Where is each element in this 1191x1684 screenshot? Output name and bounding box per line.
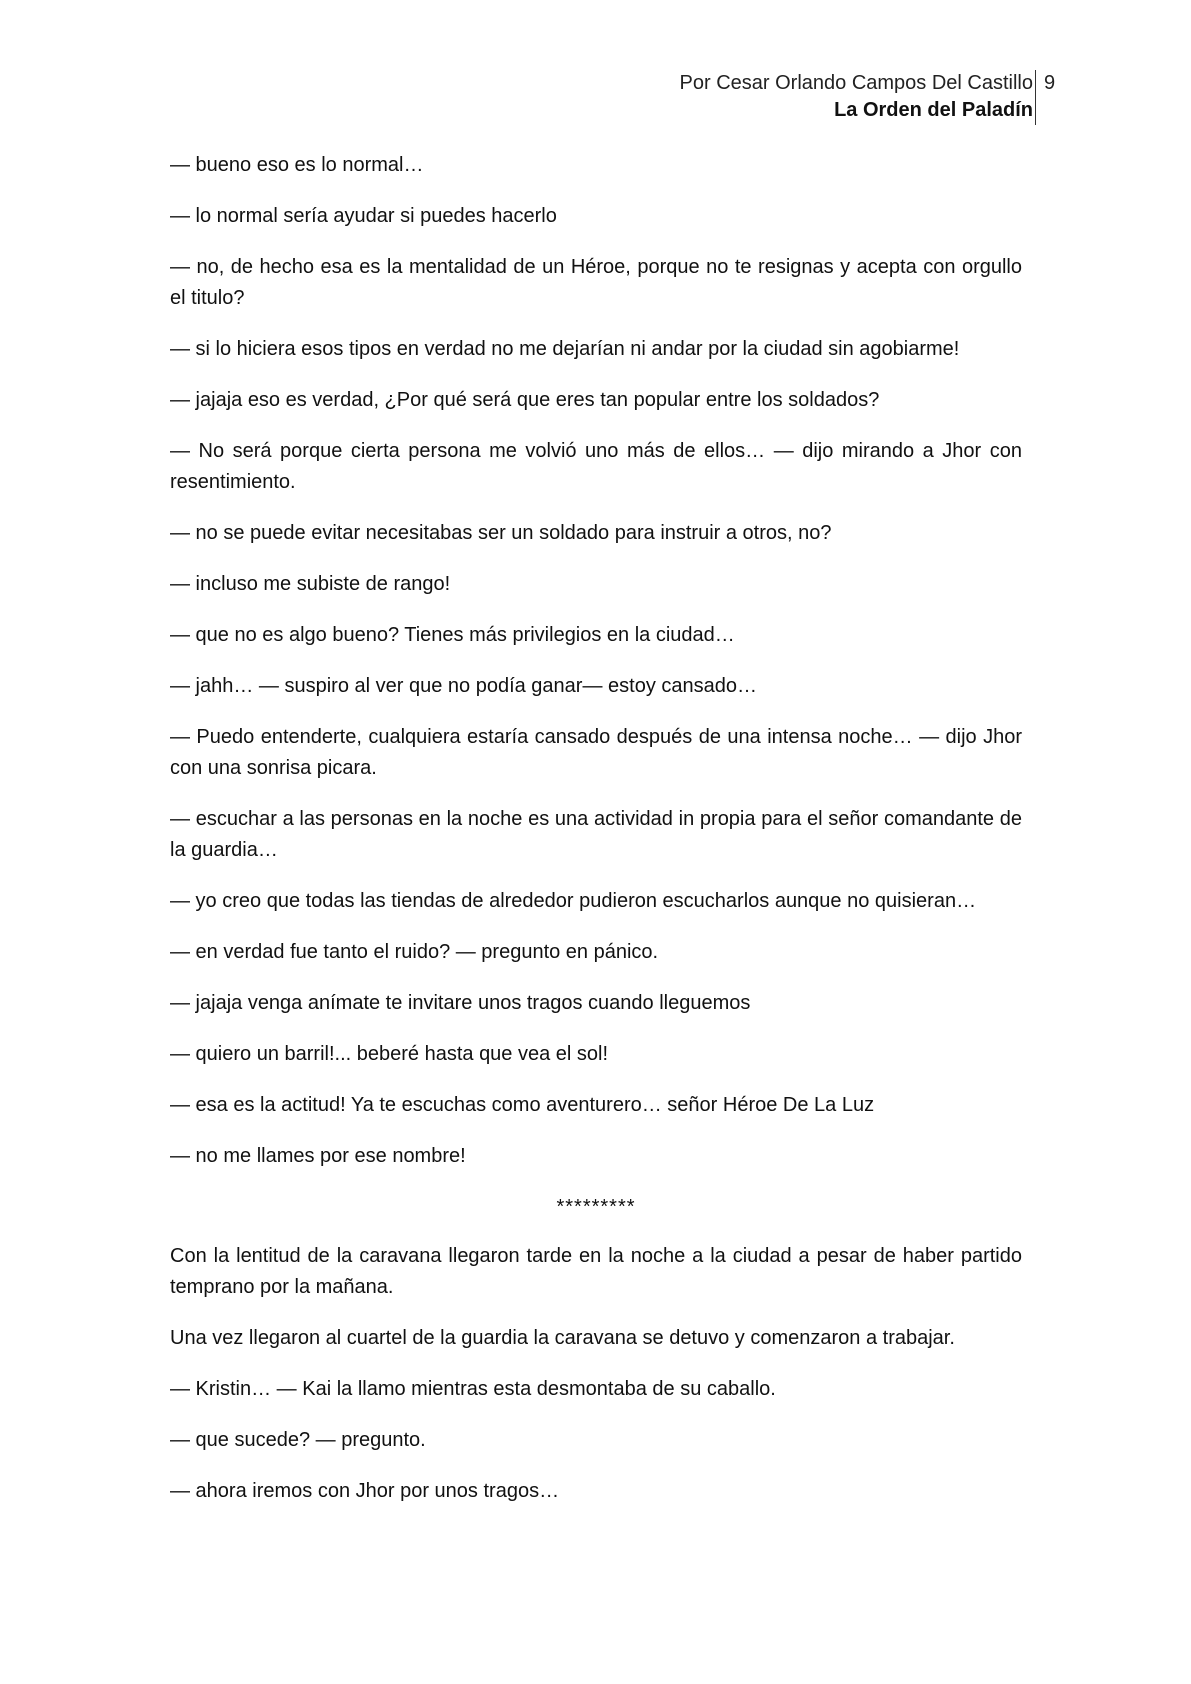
header-divider: [1035, 70, 1036, 125]
paragraph: — no se puede evitar necesitabas ser un soldado para instruir a otros, no?: [170, 522, 832, 544]
paragraph: — jahh… — suspiro al ver que no podía ganar— estoy cansado…: [170, 675, 757, 697]
paragraph: — en verdad fue tanto el ruido? — pregunto en pánico.: [170, 941, 659, 963]
header-book-title: La Orden del Paladín: [834, 99, 1033, 121]
page-number: 9: [1044, 72, 1056, 94]
paragraph: — no, de hecho esa es la mentalidad de un Héroe, porque no te resignas y acepta con orgullo el titulo?: [170, 256, 1022, 309]
paragraph: Con la lentitud de la caravana llegaron tarde en la noche a la ciudad a pesar de haber partido temprano por la mañana.: [170, 1245, 1022, 1298]
paragraph: — bueno eso es lo normal…: [170, 154, 424, 176]
paragraph: — yo creo que todas las tiendas de alrededor pudieron escucharlos aunque no quisieran…: [170, 890, 977, 912]
paragraph: — quiero un barril!... beberé hasta que vea el sol!: [170, 1043, 609, 1065]
section-separator: *********: [556, 1196, 636, 1218]
paragraph: — ahora iremos con Jhor por unos tragos…: [170, 1480, 560, 1502]
paragraph: — incluso me subiste de rango!: [170, 573, 451, 595]
paragraph: — jajaja eso es verdad, ¿Por qué será que eres tan popular entre los soldados?: [170, 389, 880, 411]
paragraph: — que no es algo bueno? Tienes más privilegios en la ciudad…: [170, 624, 735, 646]
paragraph: — Puedo entenderte, cualquiera estaría cansado después de una intensa noche… — dijo Jhor con una sonrisa picara.: [170, 726, 1022, 779]
header-author: Por Cesar Orlando Campos Del Castillo: [679, 72, 1033, 94]
paragraph: — no me llames por ese nombre!: [170, 1145, 466, 1167]
paragraph: — que sucede? — pregunto.: [170, 1429, 426, 1451]
paragraph: — No será porque cierta persona me volvió uno más de ellos… — dijo mirando a Jhor con resentimiento.: [170, 440, 1022, 493]
page-header: [680, 70, 1033, 124]
paragraph: Una vez llegaron al cuartel de la guardia la caravana se detuvo y comenzaron a trabajar.: [170, 1327, 955, 1349]
paragraph: — lo normal sería ayudar si puedes hacerlo: [170, 205, 557, 227]
paragraph: — esa es la actitud! Ya te escuchas como aventurero… señor Héroe De La Luz: [170, 1094, 875, 1116]
paragraph: — jajaja venga anímate te invitare unos tragos cuando lleguemos: [170, 992, 751, 1014]
page-body: [170, 150, 1022, 1527]
paragraph: — Kristin… — Kai la llamo mientras esta desmontaba de su caballo.: [170, 1378, 776, 1400]
paragraph: — si lo hiciera esos tipos en verdad no me dejarían ni andar por la ciudad sin agobiarme!: [170, 338, 960, 360]
paragraph: — escuchar a las personas en la noche es una actividad in propia para el señor comandante de la guardia…: [170, 808, 1022, 861]
